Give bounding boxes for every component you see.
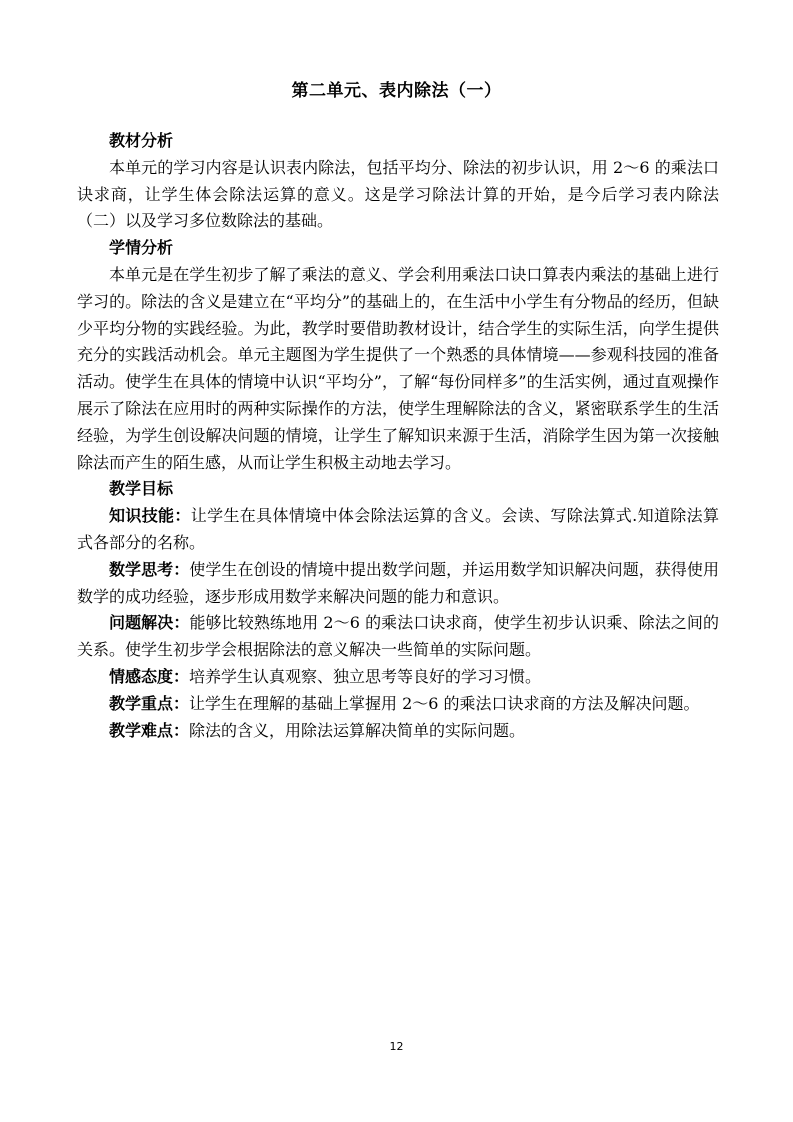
goal-text: 让学生在具体情境中体会除法运算的含义。会读、写除法算式.知道除法算式各部分的名称。 bbox=[77, 506, 719, 552]
goal-item-knowledge bbox=[77, 503, 719, 557]
goal-label: 数学思考： bbox=[109, 559, 190, 579]
goal-label: 情感态度： bbox=[109, 666, 190, 686]
page-title: 第二单元、表内除法（一） bbox=[291, 81, 502, 101]
section-heading-material: 教材分析 bbox=[109, 131, 174, 150]
goal-text: 让学生在理解的基础上掌握用 2～6 的乘法口诀求商的方法及解决问题。 bbox=[189, 693, 700, 713]
paragraph-material: 本单元的学习内容是认识表内除法，包括平均分、除法的初步认识，用 2～6 的乘法口诀求商，让学生体会除法运算的意义。这是学习除法计算的开始，是今后学习表内除法（二）以及学习多位数除法的基础。 bbox=[77, 157, 719, 231]
paragraph-students: 本单元是在学生初步了解了乘法的意义、学会利用乘法口诀口算表内乘法的基础上进行学习的。除法的含义是建立在“平均分”的基础上的，在生活中小学生有分物品的经历，但缺少平均分物的实践经验。为此，教学时要借助教材设计，结合学生的实际生活，向学生提供充分的实践活动机会。单元主题图为学生提供了一个熟悉的具体情境——参观科技园的准备活动。使学生在具体的情境中认识“平均分”，了解“每份同样多”的生活实例，通过直观操作展示了除法在应用时的两种实际操作的方法，使学生理解除法的含义，紧密联系学生的生活经验，为学生创设解决问题的情境，让学生了解知识来源于生活，消除学生因为第一次接触除法而产生的陌生感，从而让学生积极主动地去学习。 bbox=[77, 264, 719, 472]
document-body bbox=[77, 128, 719, 744]
goal-label: 教学重点： bbox=[109, 693, 190, 713]
goal-text: 培养学生认真观察、独立思考等良好的学习习惯。 bbox=[189, 666, 542, 686]
goal-item-attitude bbox=[77, 664, 719, 691]
page-number: 12 bbox=[389, 1040, 404, 1053]
goal-item-key-point bbox=[77, 691, 719, 718]
section-heading-goals: 教学目标 bbox=[109, 479, 174, 499]
goal-item-thinking bbox=[77, 557, 719, 611]
goal-text: 能够比较熟练地用 2～6 的乘法口诀求商，使学生初步认识乘、除法之间的关系。使学生初步学会根据除法的意义解决一些简单的实际问题。 bbox=[77, 613, 719, 660]
goal-text: 使学生在创设的情境中提出数学问题，并运用数学知识解决问题，获得使用数学的成功经验，逐步形成用数学来解决问题的能力和意识。 bbox=[77, 559, 719, 606]
goal-item-difficulty bbox=[77, 718, 719, 745]
goal-label: 知识技能： bbox=[109, 506, 191, 526]
goal-item-problem-solving bbox=[77, 610, 719, 664]
goal-label: 问题解决： bbox=[109, 613, 190, 633]
section-heading-students: 学情分析 bbox=[109, 238, 174, 258]
goal-text: 除法的含义，用除法运算解决简单的实际问题。 bbox=[189, 720, 526, 740]
goal-label: 教学难点： bbox=[109, 720, 190, 740]
